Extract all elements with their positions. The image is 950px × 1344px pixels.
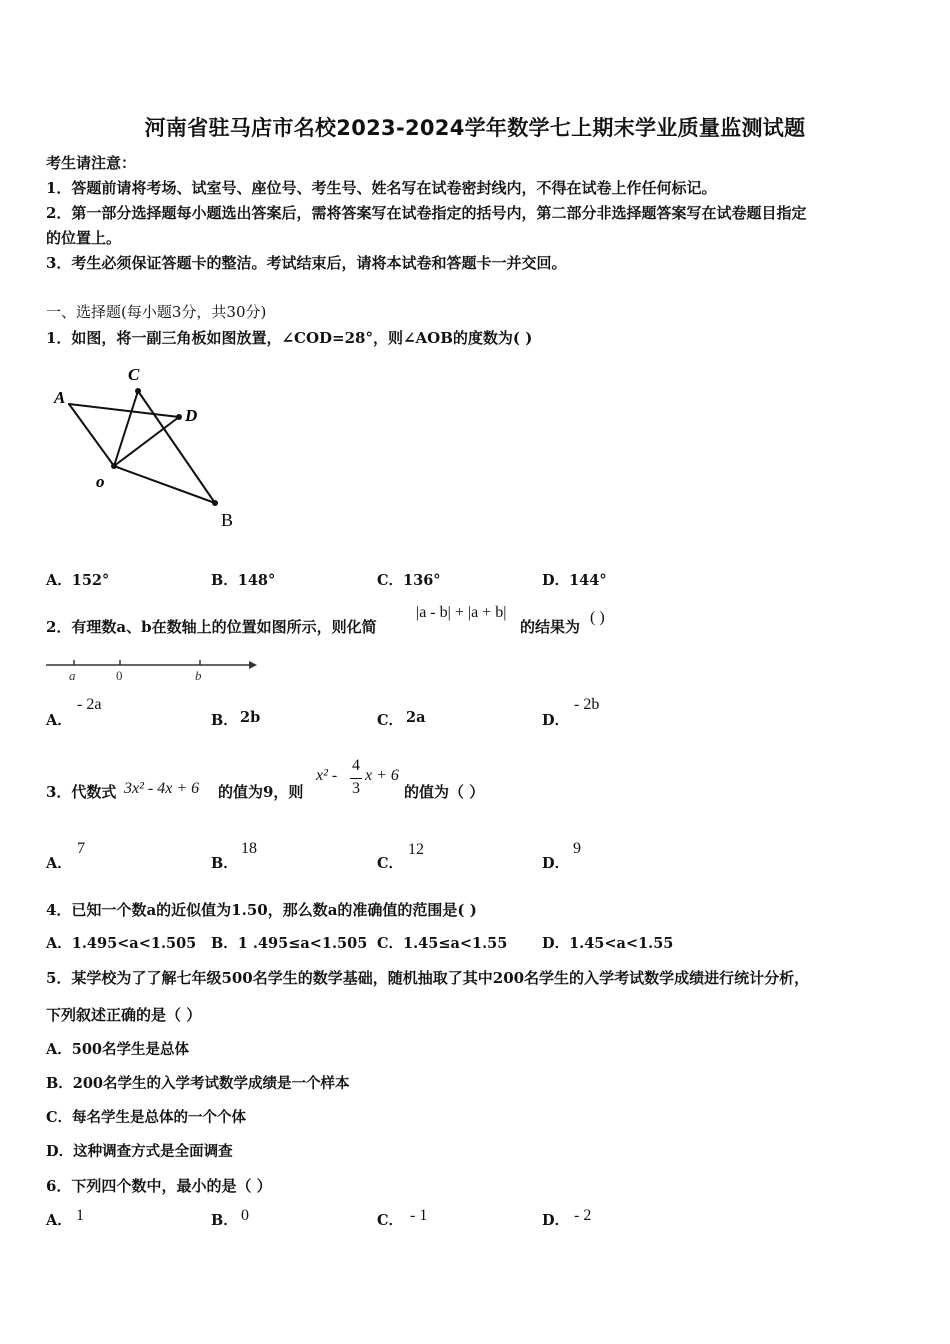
line-CO <box>114 391 138 466</box>
q5-option-a[interactable]: A．500名学生是总体 <box>46 1041 190 1058</box>
q3-option-c-letter[interactable]: C． <box>377 855 404 872</box>
line-DO <box>114 417 179 466</box>
q6-option-b-letter[interactable]: B． <box>211 1212 238 1229</box>
axis-arrow <box>249 661 257 669</box>
question-3-stem-mid: 的值为9，则 <box>218 783 304 801</box>
triangle-figure <box>46 360 256 535</box>
q1-option-a[interactable]: A．152° <box>46 572 110 589</box>
q4-option-a[interactable]: A．1.495<a<1.505 <box>46 935 197 952</box>
notice-item-2-cont: 的位置上。 <box>46 229 122 247</box>
q3-fraction-numerator: 4 <box>352 757 360 774</box>
point-B <box>212 500 218 506</box>
q5-option-d[interactable]: D．这种调查方式是全面调查 <box>46 1143 233 1160</box>
q6-option-d-value[interactable]: - 2 <box>574 1207 592 1224</box>
q5-option-b[interactable]: B．200名学生的入学考试数学成绩是一个样本 <box>46 1075 350 1092</box>
q5-option-c[interactable]: C．每名学生是总体的一个个体 <box>46 1109 247 1126</box>
question-2-stem: 2．有理数a、b在数轴上的位置如图所示，则化简 <box>46 618 377 636</box>
q6-option-c-letter[interactable]: C． <box>377 1212 404 1229</box>
label-B: B <box>221 510 234 530</box>
label-O: o <box>96 472 105 491</box>
q3-fraction-denominator: 3 <box>352 780 360 797</box>
number-line <box>44 655 259 685</box>
q1-option-c[interactable]: C．136° <box>377 572 441 589</box>
q3-option-b-letter[interactable]: B． <box>211 855 238 872</box>
question-6-stem: 6．下列四个数中，最小的是（ ） <box>46 1177 272 1195</box>
q3-option-d-value[interactable]: 9 <box>573 840 581 857</box>
q2-option-b-letter[interactable]: B． <box>211 712 238 729</box>
label-b: b <box>195 668 202 683</box>
q2-option-c-value[interactable]: 2a <box>406 709 426 726</box>
q4-option-c[interactable]: C．1.45≤a<1.55 <box>377 935 508 952</box>
q2-option-a-letter[interactable]: A． <box>46 712 72 729</box>
notice-item-2: 2．第一部分选择题每小题选出答案后，需将答案写在试卷指定的括号内，第二部分非选择题答案写在试卷题目指定 <box>46 204 807 222</box>
question-5-stem: 5．某学校为了了解七年级500名学生的数学基础，随机抽取了其中200名学生的入学考试数学成绩进行统计分析， <box>46 969 810 987</box>
label-A: A <box>54 388 66 407</box>
q1-option-b[interactable]: B．148° <box>211 572 276 589</box>
line-AD <box>69 404 179 417</box>
line-AO <box>69 404 114 466</box>
q2-option-d-letter[interactable]: D． <box>542 712 570 729</box>
q2-option-a-value[interactable]: - 2a <box>77 696 102 713</box>
q6-option-c-value[interactable]: - 1 <box>410 1207 428 1224</box>
question-3-stem-end: 的值为（ ） <box>404 783 485 801</box>
q6-option-b-value[interactable]: 0 <box>241 1207 249 1224</box>
q2-option-b-value[interactable]: 2b <box>240 709 261 726</box>
question-1-stem: 1．如图，将一副三角板如图放置，∠COD=28°，则∠AOB的度数为( ) <box>46 329 533 347</box>
label-zero: 0 <box>116 668 123 683</box>
q3-expression-2-part-b: x + 6 <box>365 767 399 784</box>
label-C: C <box>128 365 140 384</box>
q3-option-a-letter[interactable]: A． <box>46 855 72 872</box>
question-5-stem-cont: 下列叙述正确的是（ ） <box>46 1006 202 1024</box>
label-D: D <box>185 406 198 425</box>
point-D <box>176 414 182 420</box>
point-C <box>135 388 141 394</box>
q4-option-d[interactable]: D．1.45<a<1.55 <box>542 935 674 952</box>
line-OB <box>114 466 215 503</box>
question-4-stem: 4．已知一个数a的近似值为1.50，那么数a的准确值的范围是( ) <box>46 901 477 919</box>
q2-expression: |a - b| + |a + b| <box>416 604 507 621</box>
question-3-stem: 3．代数式 <box>46 783 117 801</box>
q2-option-c-letter[interactable]: C． <box>377 712 404 729</box>
q3-expression-2-part-a: x² - <box>316 767 338 784</box>
q6-option-d-letter[interactable]: D． <box>542 1212 570 1229</box>
section-heading: 一、选择题(每小题3分，共30分) <box>46 303 267 321</box>
line-CB <box>138 391 215 503</box>
q3-option-c-value[interactable]: 12 <box>408 841 424 858</box>
q4-option-b[interactable]: B．1 .495≤a<1.505 <box>211 935 368 952</box>
point-O <box>111 463 117 469</box>
q6-option-a-value[interactable]: 1 <box>76 1207 84 1224</box>
q2-option-d-value[interactable]: - 2b <box>574 696 600 713</box>
page-title: 河南省驻马店市名校2023-2024学年数学七上期末学业质量监测试题 <box>144 116 806 140</box>
notice-item-3: 3．考生必须保证答题卡的整洁。考试结束后，请将本试卷和答题卡一并交回。 <box>46 254 567 272</box>
q6-option-a-letter[interactable]: A． <box>46 1212 72 1229</box>
notice-item-1: 1．答题前请将考场、试室号、座位号、考生号、姓名写在试卷密封线内，不得在试卷上作任何标记。 <box>46 179 717 197</box>
q3-option-b-value[interactable]: 18 <box>241 840 257 857</box>
q3-option-d-letter[interactable]: D． <box>542 855 570 872</box>
label-a: a <box>69 668 76 683</box>
notice-heading: 考生请注意： <box>46 154 137 172</box>
q3-fraction-bar <box>350 778 362 779</box>
q3-option-a-value[interactable]: 7 <box>77 840 85 857</box>
q3-expression-1: 3x² - 4x + 6 <box>124 780 200 797</box>
q1-option-d[interactable]: D．144° <box>542 572 607 589</box>
q2-answer-paren: ( ) <box>590 609 605 626</box>
question-2-stem-end: 的结果为 <box>520 618 581 636</box>
